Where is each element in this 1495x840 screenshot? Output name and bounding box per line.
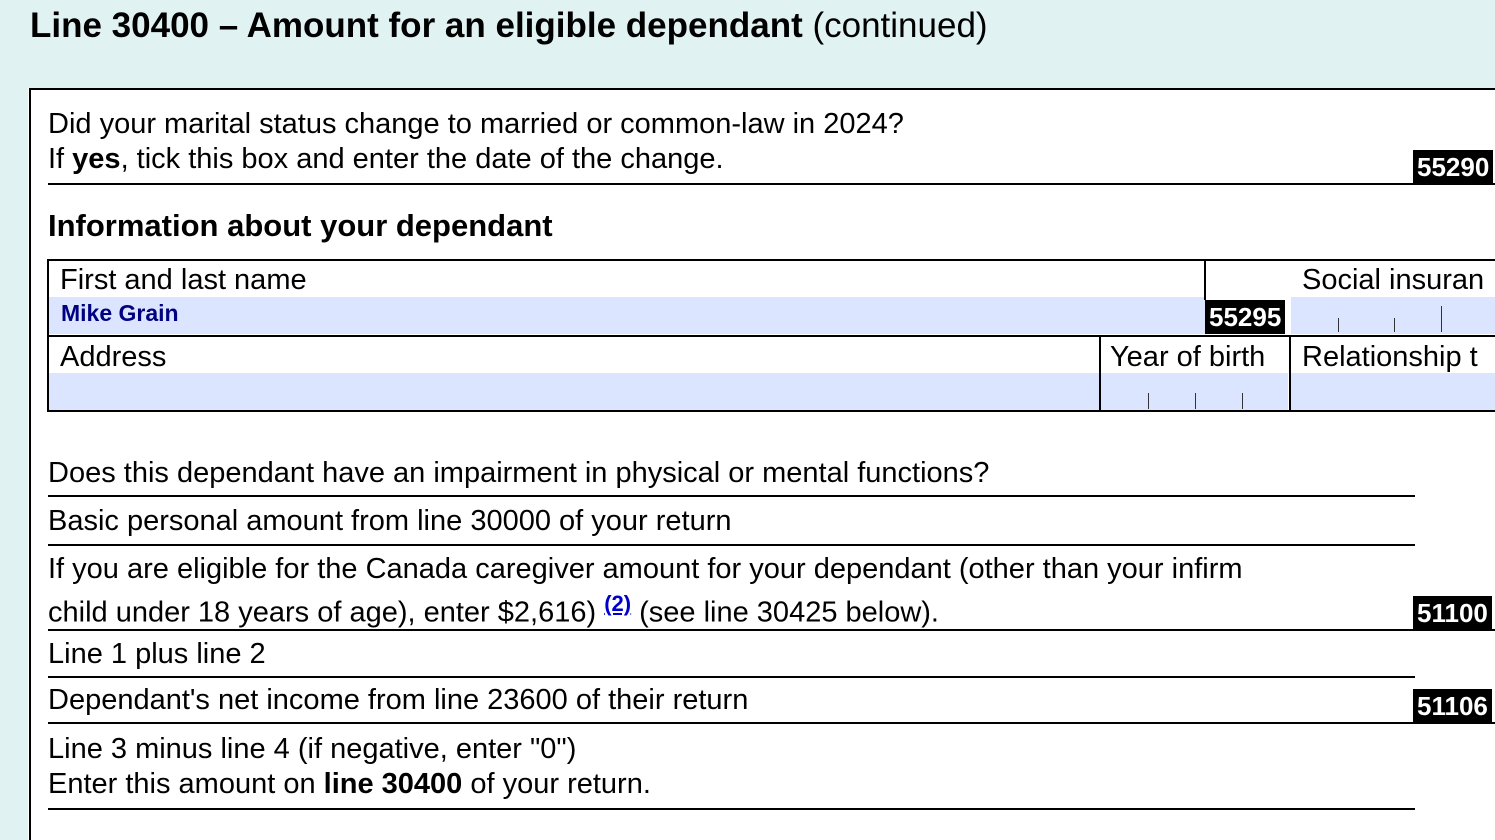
sin-tick [1338,318,1339,332]
line-2-label-b [48,591,939,630]
code-51100: 51100 [1413,596,1492,630]
line-5-label-a: Line 3 minus line 4 (if negative, enter "0") [48,733,577,765]
year-of-birth-label: Year of birth [1110,341,1266,373]
marital-question: Did your marital status change to married or common-law in 2024? [48,108,904,140]
divider [48,544,1415,546]
name-field[interactable] [49,297,1205,334]
code-51106: 51106 [1413,689,1492,723]
name-value: Mike Grain [61,300,179,326]
page-title [30,6,988,46]
line-5-bold: line 30400 [323,768,463,800]
name-label: First and last name [60,264,307,296]
sin-field[interactable] [1291,297,1495,334]
sin-tick [1441,306,1442,332]
address-label: Address [60,341,167,373]
footnote-2-link[interactable]: (2) [604,591,632,616]
marital-instruction-prefix: If [48,143,73,175]
divider [48,183,1495,185]
line-2-suffix: (see line 30425 below). [631,596,939,629]
marital-instruction [48,143,724,176]
relationship-field[interactable] [1291,373,1495,410]
grid-row-divider [47,335,1495,337]
marital-instruction-suffix: , tick this box and enter the date of the change. [120,143,724,175]
sin-label: Social insuran [1302,264,1485,296]
code-55290: 55290 [1413,150,1493,184]
grid-col-divider [1204,261,1206,300]
marital-instruction-bold: yes [72,143,121,175]
yob-tick [1195,393,1196,409]
line-4-label: Dependant's net income from line 23600 of their return [48,684,749,716]
line-2-prefix: child under 18 years of age), enter $2,616) [48,596,605,629]
line-3-label: Line 1 plus line 2 [48,638,266,670]
address-field[interactable] [49,373,1099,410]
yob-tick [1242,393,1243,409]
sin-tick [1394,318,1395,332]
code-55295: 55295 [1205,300,1285,334]
left-margin-band [0,0,28,840]
page-title-main: Line 30400 – Amount for an eligible dependant [30,6,803,45]
divider [48,808,1415,810]
divider [48,722,1495,724]
relationship-label: Relationship t [1302,341,1478,373]
divider [48,629,1495,631]
line-1-label: Basic personal amount from line 30000 of your return [48,505,732,537]
line-5-prefix: Enter this amount on [48,768,324,800]
line-2-label-a: If you are eligible for the Canada caregiver amount for your dependant (other than your infirm [48,553,1243,585]
line-5-label-b [48,768,651,801]
impairment-question: Does this dependant have an impairment in physical or mental functions? [48,457,990,489]
divider [48,495,1415,497]
page-title-continued: (continued) [812,6,988,45]
dependant-info-heading: Information about your dependant [48,208,553,243]
yob-tick [1148,393,1149,409]
line-5-suffix: of your return. [462,768,651,800]
divider [48,676,1415,678]
